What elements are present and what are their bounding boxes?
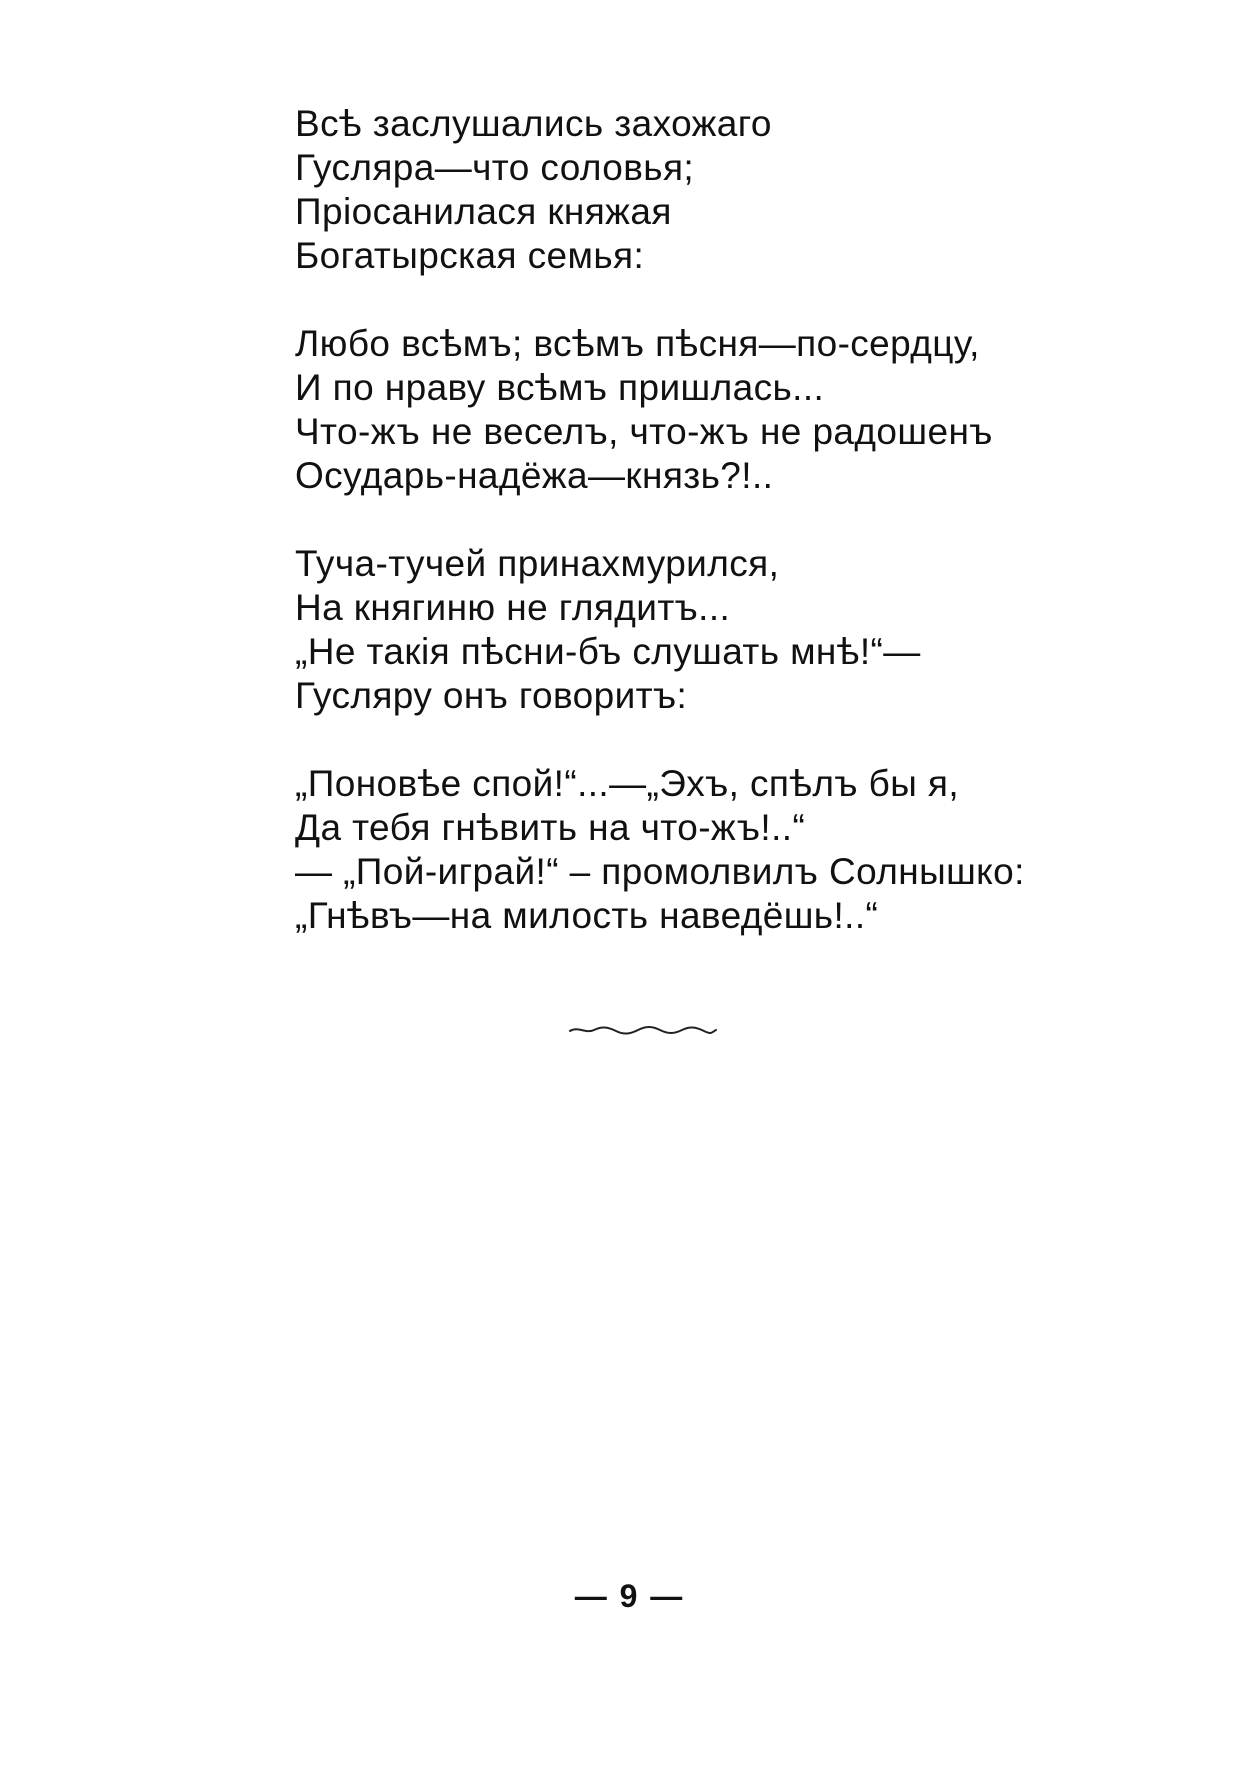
poem-line: И по нраву всѣмъ пришлась... <box>295 367 825 408</box>
poem-line: Да тебя гнѣвить на что-жъ!..“ <box>295 807 806 848</box>
stanza-1 <box>295 102 1015 278</box>
stanza-2 <box>295 322 1015 498</box>
poem-line: Пріосанилася княжая <box>295 191 672 232</box>
poem-line: Богатырская семья: <box>295 235 645 276</box>
wavy-rule-ornament-icon <box>568 1022 718 1038</box>
page-number: — 9 — <box>574 1578 685 1614</box>
poem-line: Всѣ заслушались захожаго <box>295 103 772 144</box>
poem-line: На княгиню не глядитъ... <box>295 587 731 628</box>
stanza-4 <box>295 762 1025 938</box>
poem-line: „Поновѣе спой!“...—„Эхъ, спѣлъ бы я, <box>295 763 959 804</box>
stanza-3 <box>295 542 1015 718</box>
poem-line: „Гнѣвъ—на милость наведёшь!..“ <box>295 895 879 936</box>
poem-line: „Не такія пѣсни-бъ слушать мнѣ!“— <box>295 631 921 672</box>
poem-line: Любо всѣмъ; всѣмъ пѣсня—по-сердцу, <box>295 323 980 364</box>
poem-line: Туча-тучей принахмурился, <box>295 543 780 584</box>
poem-line: Осударь-надёжа—князь?!.. <box>295 455 774 496</box>
poem-line: Что-жъ не веселъ, что-жъ не радошенъ <box>295 411 993 452</box>
poem-body <box>295 102 1025 982</box>
poem-line: — „Пой-играй!“ – промолвилъ Солнышко: <box>295 851 1025 892</box>
poem-line: Гусляру онъ говоритъ: <box>295 675 688 716</box>
poem-line: Гусляра—что соловья; <box>295 147 695 188</box>
